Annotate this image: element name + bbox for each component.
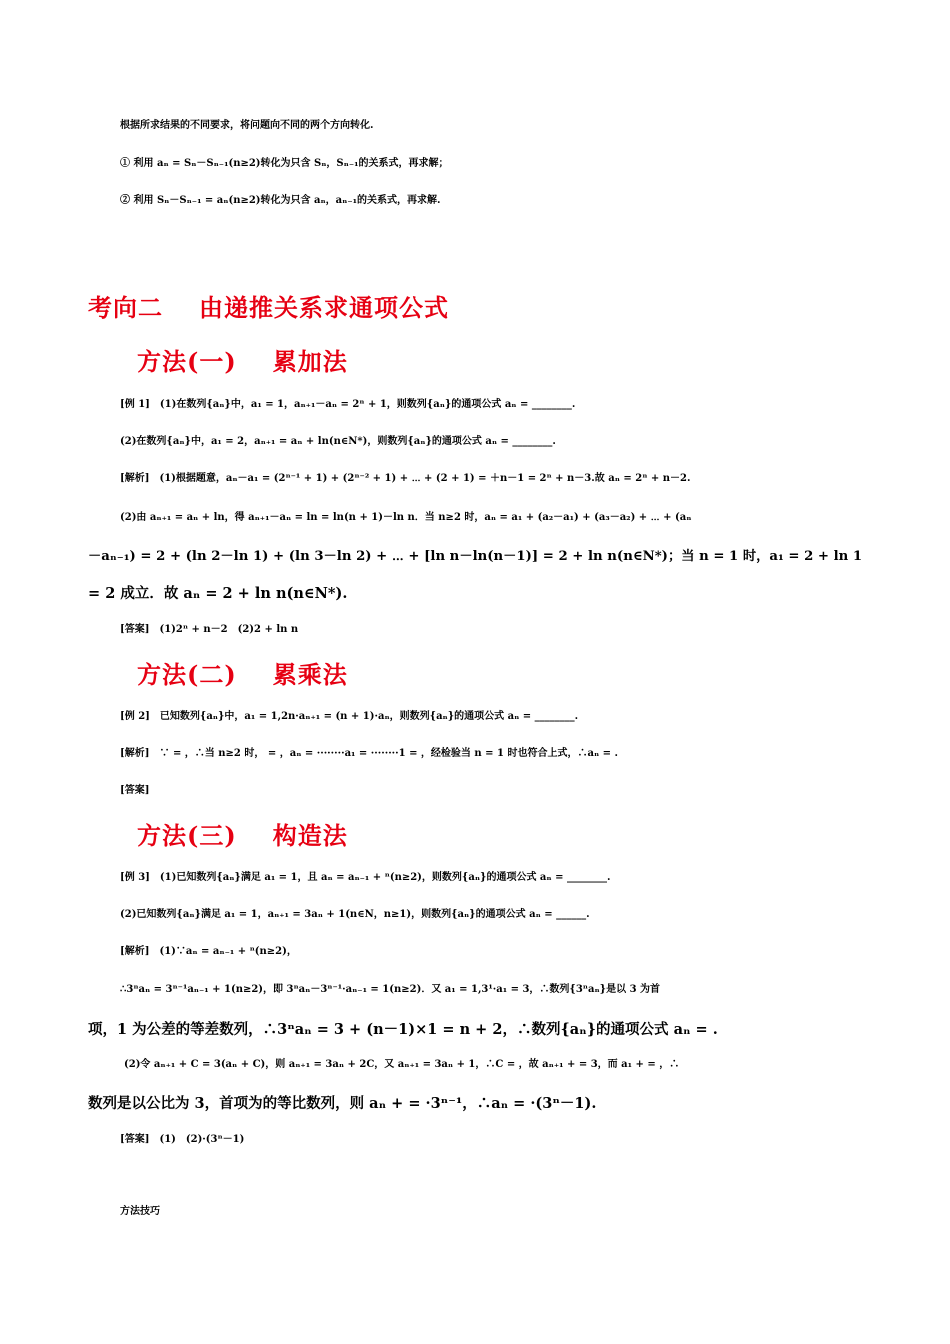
intro-line-2: ① 利用 aₙ = Sₙ－Sₙ₋₁(n≥2)转化为只含 Sₙ，Sₙ₋₁的关系式，再求解；: [120, 158, 449, 169]
method1-label: 方法(一): [137, 347, 237, 376]
section-heading: [88, 288, 449, 323]
method1-answer: [答案] (1)2ⁿ + n－2 (2)2 + ln n: [120, 624, 299, 635]
method2-example: [例 2] 已知数列{aₙ}中，a₁ = 1,2n·aₙ₊₁ = (n + 1)·aₙ，则数列{aₙ}的通项公式 aₙ = ________.: [120, 711, 579, 722]
method3-analysis-1: [解析] (1)∵aₙ = aₙ₋₁ + ⁿ(n≥2)，: [120, 946, 297, 957]
method1-analysis-2a: (2)由 aₙ₊₁ = aₙ + ln，得 aₙ₊₁－aₙ = ln = ln(n + 1)－ln n．当 n≥2 时，aₙ = a₁ + (a₂－a₁) + (a₃－a₂) + ⋯ + (aₙ: [120, 512, 692, 523]
method2-heading: [137, 655, 348, 690]
method2-title: 累乘法: [272, 660, 348, 689]
method1-analysis-1: [解析] (1)根据题意，aₙ－a₁ = (2ⁿ⁻¹ + 1) + (2ⁿ⁻² + 1) + ⋯ + (2 + 1) = ＋n－1 = 2ⁿ + n－3.故 aₙ = 2ⁿ + n－2.: [120, 473, 691, 484]
section-title: 由递推关系求通项公式: [199, 293, 449, 322]
section-label: 考向二: [88, 293, 163, 322]
method3-title: 构造法: [272, 821, 348, 850]
method2-analysis: [解析] ∵ = ，∴当 n≥2 时， = ，aₙ = ········a₁ = ········1 = ，经检验当 n = 1 时也符合上式，∴aₙ = .: [120, 748, 618, 759]
method1-heading: [137, 342, 348, 377]
method1-analysis-2b: －aₙ₋₁) = 2 + (ln 2－ln 1) + (ln 3－ln 2) + ⋯ + [ln n－ln(n－1)] = 2 + ln n(n∈N*)；当 n = 1 时，a₁ = 2 + ln 1: [88, 549, 863, 564]
method1-example: [例 1] (1)在数列{aₙ}中，a₁ = 1，aₙ₊₁－aₙ = 2ⁿ + 1，则数列{aₙ}的通项公式 aₙ = ________.: [120, 399, 576, 410]
method3-analysis-2a: ∴3ⁿaₙ = 3ⁿ⁻¹aₙ₋₁ + 1(n≥2)，即 3ⁿaₙ－3ⁿ⁻¹·aₙ₋₁ = 1(n≥2)．又 a₁ = 1,3¹·a₁ = 3，∴数列{3ⁿaₙ}是以 3 为首: [120, 984, 661, 995]
method3-analysis-3b: 数列是以公比为 3，首项为的等比数列，则 aₙ + = ·3ⁿ⁻¹，∴aₙ = ·(3ⁿ－1).: [88, 1095, 597, 1112]
method1-analysis-2c: = 2 成立．故 aₙ = 2 + ln n(n∈N*).: [88, 585, 348, 602]
intro-line-1: 根据所求结果的不同要求，将问题向不同的两个方向转化.: [120, 120, 374, 131]
method1-example-2: (2)在数列{aₙ}中，a₁ = 2，aₙ₊₁ = aₙ + ln(n∈N*)，则数列{aₙ}的通项公式 aₙ = ________.: [120, 436, 556, 447]
method3-label: 方法(三): [137, 821, 237, 850]
method2-label: 方法(二): [137, 660, 237, 689]
intro-line-3: ② 利用 Sₙ－Sₙ₋₁ = aₙ(n≥2)转化为只含 aₙ，aₙ₋₁的关系式，再求解.: [120, 195, 441, 206]
method3-heading: [137, 816, 348, 851]
method1-title: 累加法: [272, 347, 348, 376]
method3-example-2: (2)已知数列{aₙ}满足 a₁ = 1，aₙ₊₁ = 3aₙ + 1(n∈N，n≥1)，则数列{aₙ}的通项公式 aₙ = ______.: [120, 909, 590, 920]
method3-analysis-2b: 项，1 为公差的等差数列，∴3ⁿaₙ = 3 + (n－1)×1 = n + 2，∴数列{aₙ}的通项公式 aₙ = .: [88, 1021, 718, 1038]
method3-example: [例 3] (1)已知数列{aₙ}满足 a₁ = 1，且 aₙ = aₙ₋₁ + ⁿ(n≥2)，则数列{aₙ}的通项公式 aₙ = ________.: [120, 872, 611, 883]
method2-answer: [答案]: [120, 785, 150, 796]
method3-answer: [答案] (1) (2)·(3ⁿ－1): [120, 1134, 245, 1145]
tips-title: 方法技巧: [120, 1206, 160, 1217]
method3-analysis-3a: (2)令 aₙ₊₁ + C = 3(aₙ + C)，则 aₙ₊₁ = 3aₙ + 2C，又 aₙ₊₁ = 3aₙ + 1，∴C = ，故 aₙ₊₁ + = 3，而 a₁ + = ，∴: [124, 1059, 680, 1070]
